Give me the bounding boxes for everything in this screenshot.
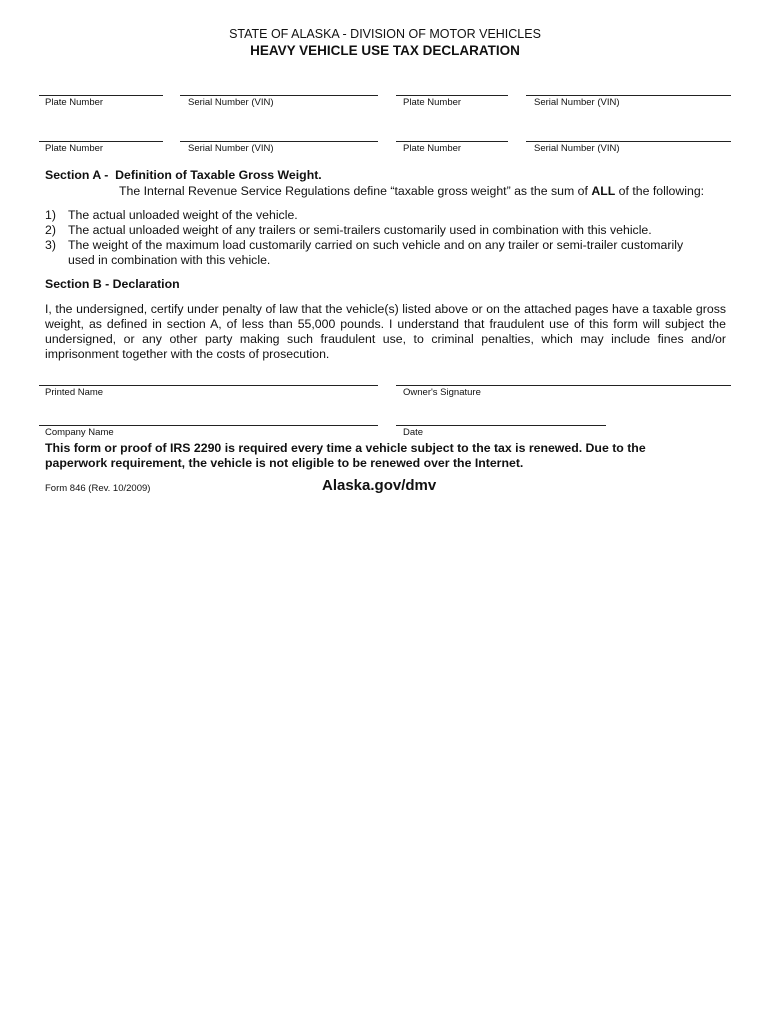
list-item [45, 238, 735, 268]
form-title: HEAVY VEHICLE USE TAX DECLARATION [250, 43, 520, 58]
desc-text: The Internal Revenue Service Regulations define “taxable gross weight” as the sum of [119, 184, 592, 198]
list-text: The actual unloaded weight of the vehicle. [68, 208, 298, 222]
list-number: 3) [45, 238, 56, 252]
plate-number-label: Plate Number [45, 97, 104, 108]
declaration-paragraph: I, the undersigned, certify under penalty of law that the vehicle(s) listed above or on the attached pages have a taxable gross weight, as defined in section A, of less than 55,000 pounds. I understand that fraudulent use of this form will subject the undersigned, or any other party making such fraudulent use, to criminal penalties, which may include fines and/or imprisonment together with the costs of prosecution. [45, 302, 726, 361]
vin-label: Serial Number (VIN) [534, 143, 620, 154]
section-b-heading: Section B - Declaration [45, 277, 180, 291]
list-text: The actual unloaded weight of any trailers or semi-trailers customarily used in combination with this vehicle. [68, 223, 652, 237]
list-text: The weight of the maximum load customarily carried on such vehicle and on any trailer or semi-trailer customarily used in combination with this vehicle. [68, 238, 684, 267]
section-a-heading [45, 168, 322, 183]
plate-number-line-2[interactable] [396, 95, 508, 96]
plate-number-label: Plate Number [403, 97, 462, 108]
website-link[interactable]: Alaska.gov/dmv [322, 477, 437, 494]
vin-label: Serial Number (VIN) [534, 97, 620, 108]
plate-number-label: Plate Number [403, 143, 462, 154]
vin-line-2[interactable] [526, 95, 731, 96]
section-a-title: Definition of Taxable Gross Weight. [115, 168, 322, 182]
list-item [45, 208, 735, 223]
plate-number-label: Plate Number [45, 143, 104, 154]
date-line[interactable] [396, 425, 606, 426]
company-name-line[interactable] [39, 425, 378, 426]
vin-line-1[interactable] [180, 95, 378, 96]
vin-label: Serial Number (VIN) [188, 143, 274, 154]
agency-header: STATE OF ALASKA - DIVISION OF MOTOR VEHICLES [229, 27, 541, 41]
vin-line-4[interactable] [526, 141, 731, 142]
plate-number-line-3[interactable] [39, 141, 163, 142]
vin-line-3[interactable] [180, 141, 378, 142]
vin-label: Serial Number (VIN) [188, 97, 274, 108]
plate-number-line-4[interactable] [396, 141, 508, 142]
desc-emphasis: ALL [591, 184, 616, 198]
owner-signature-label: Owner's Signature [403, 387, 481, 398]
date-label: Date [403, 427, 424, 438]
desc-text-end: of the following: [615, 184, 705, 198]
company-name-label: Company Name [45, 427, 114, 438]
renewal-notice: This form or proof of IRS 2290 is required every time a vehicle subject to the tax is renewed. Due to the paperwork requirement, the vehicle is not eligible to be renewed over the Internet. [45, 441, 646, 470]
section-a-label: Section A - [45, 168, 109, 182]
list-number: 2) [45, 223, 56, 237]
list-item [45, 223, 735, 238]
form-number: Form 846 (Rev. 10/2009) [45, 483, 151, 494]
list-number: 1) [45, 208, 56, 222]
printed-name-label: Printed Name [45, 387, 104, 398]
section-a-description [119, 184, 704, 199]
owner-signature-line[interactable] [396, 385, 731, 386]
printed-name-line[interactable] [39, 385, 378, 386]
plate-number-line-1[interactable] [39, 95, 163, 96]
